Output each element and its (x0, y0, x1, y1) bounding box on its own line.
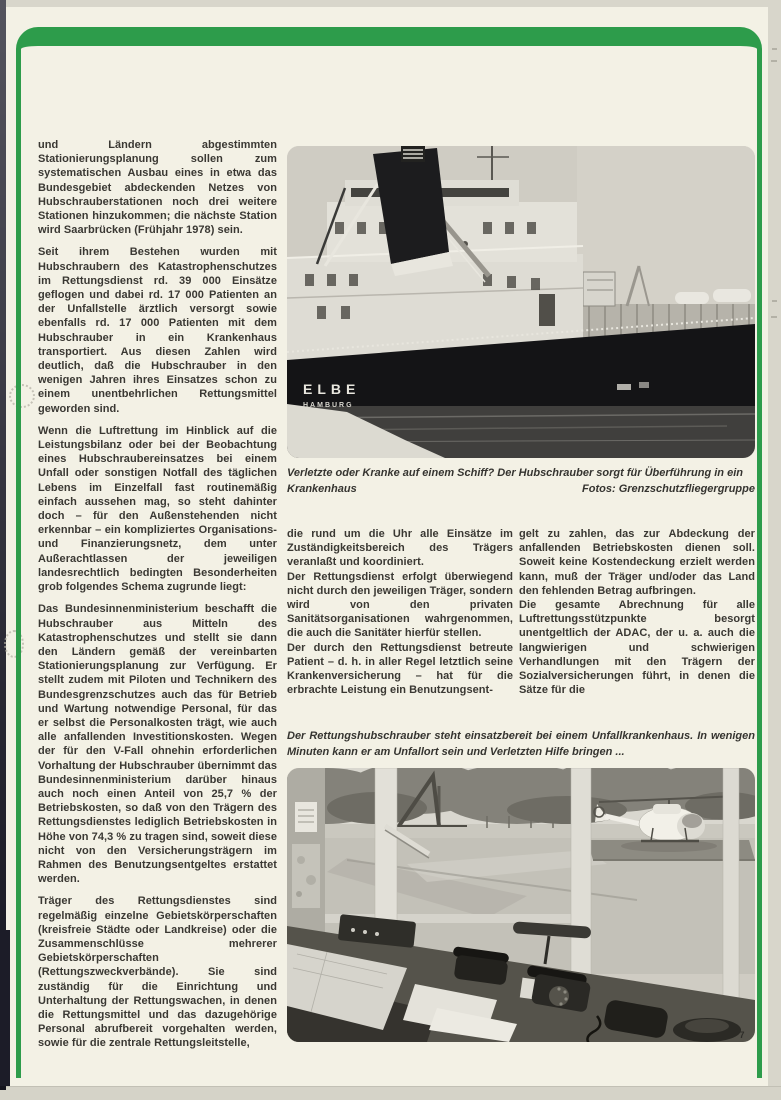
ship-port-text: HAMBURG (303, 402, 354, 409)
page-number: 7 (739, 1030, 745, 1040)
photo-credit: Fotos: Grenzschutzfliegergruppe (582, 482, 755, 495)
paragraph: und Ländern abgestimmten Stationierungsplanung sollen zum systematischen Ausbau eines in etwa das Bundesgebiet abdeckenden Netzes von Hubschrauberstationen noch drei weitere Stationen hinzukommen; die nächste Station wird Saarbrücken (Frühjahr 1978) sein. (38, 139, 277, 237)
paragraph: Seit ihrem Bestehen wurden mit Hubschraubern des Katastrophenschutzes im Rettungsdienst rd. 39 000 Einsätze geflogen und dabei rd. 17 000 Patienten an der Unfallstelle ärztlich versorgt sowie ebenfalls rd. 17 000 Patienten mit dem Hubschrauber in ein Krankenhaus transportiert. Aus diesen Zahlen wird deutlich, daß die Hubschrauber in den wenigen Jahren ihres Einsatzes schon zu einem unentbehrlichen Rettungsmittel geworden sind. (38, 246, 277, 415)
scan-mark (772, 300, 777, 302)
paragraph: gelt zu zahlen, das zur Abdeckung der anfallenden Betriebskosten dienen soll. Soweit keine Kostendeckung erzielt werden kann, muß der Träger und/oder das Land den fehlenden Betrag aufbringen. (519, 528, 755, 597)
helicopter-photo-caption (287, 729, 755, 763)
paragraph: Die gesamte Abrechnung für alle Luftrettungsstützpunkte besorgt unentgeltlich der ADAC, der u. a. auch die langwierigen und schwierigen Verhandlungen mit den Trägern der Sozialversicherungen führt, in denen die Sätze für die (519, 599, 755, 697)
scan-mark (771, 316, 777, 318)
text-column-left (38, 138, 277, 1059)
scan-mark (772, 48, 777, 50)
paragraph: Der durch den Rettungsdienst betreute Patient – d. h. in aller Regel letztlich seine Krankenversicherung – hat für die erbrachte Leistung ein Benutzungsent- (287, 641, 513, 697)
scan-edge-left (0, 0, 6, 1090)
paragraph: Das Bundesinnenministerium beschafft die Hubschrauber aus Mitteln des Katastrophenschutzes und stellt sie dann den Ländern gemäß der vereinbarten Stationierungsplanung zur Verfügung. Er stellt zudem mit Piloten und Technikern des Bundesgrenzschutzes auch das für Betrieb und Wartung notwendige Personal, für das er selbst die Personalkosten trägt, wie auch alle anfallenden Investitionskosten. Wegen der für den V-Fall ohnehin erforderlichen Vorhaltung der Hubschrauber übernimmt das Bundesinnenministerium darüber hinaus auch noch einen Anteil von 25,7 % der Betriebskosten, so daß von den Trägern des Rettungsdienstes lediglich Betriebskosten in Höhe von 74,3 % zu tragen sind, soweit diese nicht von den Versicherungsträgern im Rahmen des Benutzungsentgeltes erstattet werden. (38, 603, 277, 886)
ship-name-text: ELBE (303, 381, 361, 397)
scan-edge-bottom (0, 1086, 781, 1100)
ship-photo (287, 146, 755, 458)
text-column-middle (287, 527, 513, 697)
control-room-photo (287, 768, 755, 1042)
ship-photo-caption (287, 466, 755, 500)
scan-mark (771, 60, 777, 62)
caption-text: Der Rettungshubschrauber steht einsatzbereit bei einem Unfallkrankenhaus. In wenigen Minuten kann er am Unfallort sein und Verletzten Hilfe bringen ... (287, 730, 755, 758)
paragraph: Wenn die Luftrettung im Hinblick auf die Leistungsbilanz oder bei der Beobachtung eines Hubschraubereinsatzes bei einem Unfall oder sonstigen Notfall des täglichen Lebens im Einzelfall fast routinemäßig einfach aussehen mag, so steht dahinter doch – für den Außenstehenden nicht erkennbar – ein kompliziertes Organisations- und Finanzierungsnetz, dem unter Außerachtlassen der jeweiligen landesrechtlich bedingten Besonderheiten grob folgendes Schema zugrunde liegt: (38, 424, 277, 594)
scan-edge-right (768, 0, 781, 1100)
control-room-illustration (287, 768, 755, 1042)
text-column-right (519, 527, 755, 697)
paragraph: Träger des Rettungsdienstes sind regelmäßig einzelne Gebietskörperschaften (kreisfreie Städte oder Landkreise) oder die Zusammenschlüsse mehrerer Gebietskörperschaften (Rettungszweckverbände). Sie sind zuständig für die Einrichtung und Unterhaltung der Rettungswachen, in denen die Rettungsmittel und das dazugehörige Personal abrufbereit vorgehalten werden, sowie für die zentrale Rettungsleitstelle, (38, 895, 277, 1050)
ship-photo-illustration (287, 146, 755, 458)
paragraph: Der Rettungsdienst erfolgt überwiegend nicht durch den jeweiligen Träger, sondern wird von den privaten Sanitätsorganisationen wahrgenommen, die auch die Sanitäter hierfür stellen. (287, 570, 513, 640)
paragraph: die rund um die Uhr alle Einsätze im Zuständigkeitsbereich des Trägers veranlaßt und koordiniert. (287, 528, 513, 569)
scan-edge-top (0, 0, 781, 7)
scan-edge-left-shadow (0, 930, 10, 1086)
caption-text: Verletzte oder Kranke auf einem Schiff? Der Hubschrauber sorgt für Überführung in ein Krankenhaus (287, 467, 743, 495)
